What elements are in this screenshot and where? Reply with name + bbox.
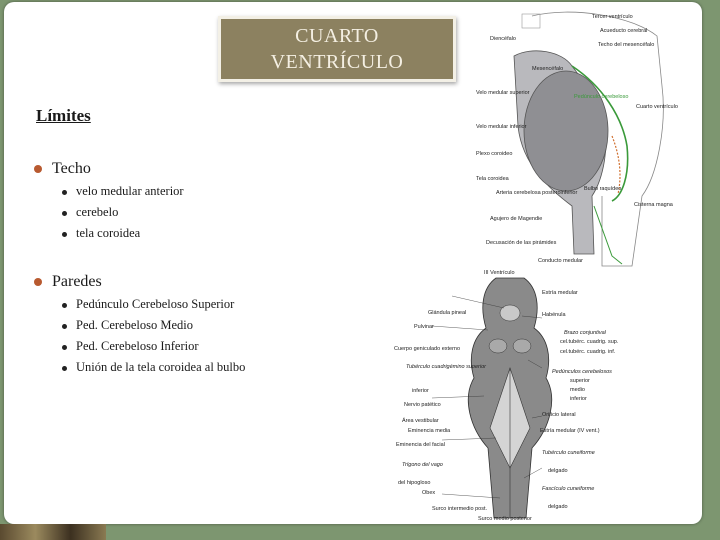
section-label: Paredes	[52, 273, 102, 290]
bullet-icon	[62, 366, 67, 371]
fig1-label: Cuarto ventrículo	[636, 104, 678, 110]
list-item	[62, 297, 234, 312]
fig2-label: Fascículo cuneiforme	[542, 486, 595, 492]
bullet-icon	[34, 165, 42, 173]
fig1-label: Bulbo raquídeo	[584, 186, 622, 192]
bullet-icon	[62, 345, 67, 350]
fig1-label: Plexo coroideo	[476, 151, 513, 157]
slide-card	[4, 2, 702, 524]
fig2-label: delgado	[548, 504, 568, 510]
fig1-label: Velo medular inferior	[476, 124, 527, 130]
section-paredes	[34, 273, 102, 291]
bullet-icon	[62, 232, 67, 237]
list-item	[62, 226, 140, 241]
fig2-label: Habénula	[542, 312, 566, 318]
fig2-label: Cuerpo geniculado externo	[394, 346, 461, 352]
fig1-label: Conducto medular	[538, 258, 583, 264]
fig1-label: Decusación de las pirámides	[486, 240, 557, 246]
fig2-label: Brazo conjuntival	[564, 330, 606, 336]
fig2-label: Estría medular (IV vent.)	[540, 428, 600, 434]
fig2-label: superior	[570, 378, 590, 384]
list-item	[62, 184, 184, 199]
fig2-label: inferior	[412, 388, 429, 394]
fig2-label: Eminencia del facial	[396, 442, 445, 448]
brainstem-dorsal-figure	[392, 268, 630, 524]
fig1-label: Pedúnculo cerebeloso	[574, 94, 629, 100]
fig2-label: del hipogloso	[398, 480, 431, 486]
fig2-label: Orificio lateral	[542, 412, 576, 418]
bullet-icon	[62, 190, 67, 195]
decorative-corner-image	[0, 524, 106, 540]
bullet-icon	[62, 303, 67, 308]
fig2-label: Pulvinar	[414, 324, 434, 330]
fig2-label: delgado	[548, 468, 568, 474]
list-item-text: tela coroidea	[76, 226, 141, 240]
fig2-label: cel.tubérc. cuadrig. inf.	[560, 349, 616, 355]
fig2-label: III Ventrículo	[484, 270, 515, 276]
fig1-label: Tela coroidea	[476, 176, 509, 182]
list-item	[62, 205, 118, 220]
fig2-label: inferior	[570, 396, 587, 402]
fig2-label: Glándula pineal	[428, 310, 467, 316]
fig1-label: Arteria cerebelosa posteroinferior	[496, 190, 578, 196]
bullet-icon	[34, 278, 42, 286]
bullet-icon	[62, 324, 67, 329]
list-item-text: Ped. Cerebeloso Inferior	[76, 339, 199, 353]
fig2-label: Tubérculo cuneiforme	[542, 450, 595, 456]
list-item-text: cerebelo	[76, 205, 119, 219]
title-box	[218, 16, 456, 82]
fig2-label: Estría medular	[542, 290, 578, 296]
list-item-text: Pedúnculo Cerebeloso Superior	[76, 297, 235, 311]
fig1-label: Diencéfalo	[490, 36, 516, 42]
fig2-label: Tubérculo cuadrigémino superior	[406, 364, 486, 370]
fig2-label: Surco medio posterior	[478, 516, 532, 522]
list-item-text: Ped. Cerebeloso Medio	[76, 318, 193, 332]
fig2-label: Eminencia media	[408, 428, 451, 434]
section-label: Techo	[52, 160, 91, 177]
fig1-label: Agujero de Magendie	[490, 216, 543, 222]
fig2-label: Trígono del vago	[402, 462, 443, 468]
fig1-label: Mesencéfalo	[532, 66, 564, 72]
sagittal-section-figure	[462, 6, 678, 268]
fig1-label: Tercer ventrículo	[592, 14, 633, 20]
list-item	[62, 360, 245, 375]
fig2-label: Pedúnculos cerebelosos	[552, 369, 612, 375]
title-line-1: CUARTO	[295, 25, 379, 47]
fig2-label: cel.tubérc. cuadrig. sup.	[560, 339, 619, 345]
list-item-text: velo medular anterior	[76, 184, 184, 198]
bullet-icon	[62, 211, 67, 216]
fig1-label: Acueducto cerebral	[600, 28, 648, 34]
fig1-label: Techo del mesencéfalo	[598, 42, 655, 48]
fig2-label: Nervio patético	[404, 402, 441, 408]
limits-heading: Límites	[36, 106, 91, 125]
fig2-label: medio	[570, 387, 585, 393]
list-item	[62, 318, 193, 333]
section-techo	[34, 160, 91, 178]
fig1-label: Velo medular superior	[476, 90, 530, 96]
title-line-2: VENTRÍCULO	[270, 51, 404, 73]
fig1-label: Cisterna magna	[634, 202, 673, 208]
list-item-text: Unión de la tela coroidea al bulbo	[76, 360, 246, 374]
fig2-label: Surco intermedio post.	[432, 506, 488, 512]
fig2-label: Área vestibular	[402, 418, 439, 424]
fig2-label: Obex	[422, 490, 436, 496]
list-item	[62, 339, 199, 354]
